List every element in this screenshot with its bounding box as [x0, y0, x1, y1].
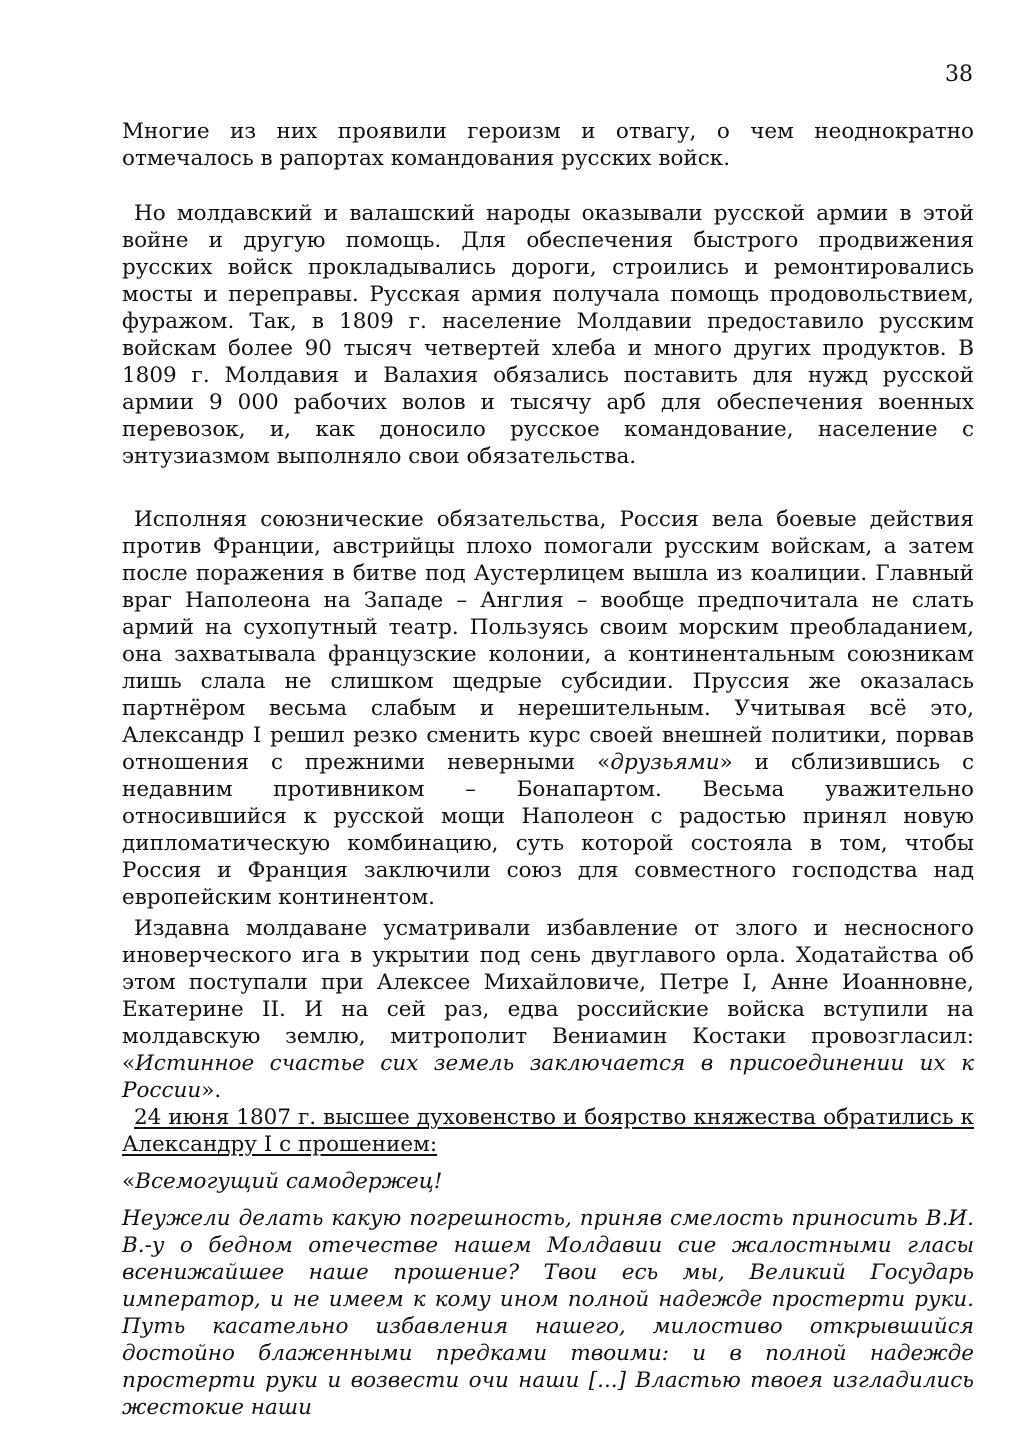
document-body	[122, 118, 974, 1421]
paragraph-4-text-b: ».	[201, 1078, 222, 1103]
page-number: 38	[945, 62, 973, 87]
paragraph-3-text-a: Исполняя союзнические обязательства, Россия вела боевые действия против Франции, австрийцы плохо помогали русским войскам, а затем после поражения в битве под Аустерлицем вышла из коалиции. Главный враг Наполеона на Западе – Англия – вообще предпочитала не слать армий на сухопутный театр. Пользуясь своим морским преобладанием, она захватывала французские колонии, а континентальным союзникам лишь слала не слишком щедрые субсидии. Пруссия же оказалась партнёром весьма слабым и нерешительным. Учитывая всё это, Александр I решил резко сменить курс своей внешней политики, порвав отношения с прежними неверными «	[122, 507, 974, 775]
paragraph-4-quote: Истинное счастье сих земель заключается в присоединении их к России	[122, 1051, 974, 1103]
letter-body: Неужели делать какую погрешность, приняв смелость приносить В.И. В.-у о бедном отечестве нашем Молдавии сие жалостными гласы всенижайшее наше прошение? Твои есь мы, Великий Государь император, и не имеем к кому ином полной надежде простерти руки. Путь касательно избавления нашего, милостиво открывшийся достойно блаженными предками твоими: и в полной надежде простерти руки и возвести очи наши [...] Властью твоея изгладились жестокие наши	[122, 1206, 974, 1420]
letter-quote-mark: «	[122, 1169, 136, 1194]
letter-salutation	[122, 1168, 974, 1195]
paragraph-2: Но молдавский и валашский народы оказывали русской армии в этой войне и другую помощь. Для обеспечения быстрого продвижения русских войск прокладывались дороги, строились и ремонтировались мосты и переправы. Русская армия получала помощь продовольствием, фуражом. Так, в 1809 г. население Молдавии предоставило русским войскам более 90 тысяч четвертей хлеба и много других продуктов. В 1809 г. Молдавия и Валахия обязались поставить для нужд русской армии 9 000 рабочих волов и тысячу арб для обеспечения военных перевозок, и, как доносило русское командование, население с энтузиазмом выполняло свои обязательства.	[122, 201, 974, 469]
paragraph-3-italic: друзьями	[610, 750, 720, 775]
paragraph-4-text-a: Издавна молдаване усматривали избавление от злого и несносного иноверческого ига в укрытии под сень двуглавого орла. Ходатайства об этом поступали при Алексее Михайловиче, Петре I, Анне Иоанновне, Екатерине II. И на сей раз, едва российские войска вступили на молдавскую землю, митрополит Вениамин Костаки провозгласил: «	[122, 916, 974, 1076]
paragraph-3	[122, 506, 974, 911]
paragraph-3-text-b: » и сблизившись с недавним противником – Бонапартом. Весьма уважительно относившийся к русской мощи Наполеон с радостью принял новую дипломатическую комбинацию, суть которой состояла в том, чтобы Россия и Франция заключили союз для совместного господства над европейским континентом.	[122, 750, 975, 910]
paragraph-1: Многие из них проявили героизм и отвагу, о чем неоднократно отмечалось в рапортах командования русских войск.	[122, 119, 974, 171]
paragraph-5-date-heading: 24 июня 1807 г. высшее духовенство и боярство княжества обратились к Александру I с прошением:	[122, 1105, 974, 1157]
paragraph-4	[122, 915, 974, 1104]
letter-salutation-text: Всемогущий самодержец!	[135, 1169, 443, 1194]
